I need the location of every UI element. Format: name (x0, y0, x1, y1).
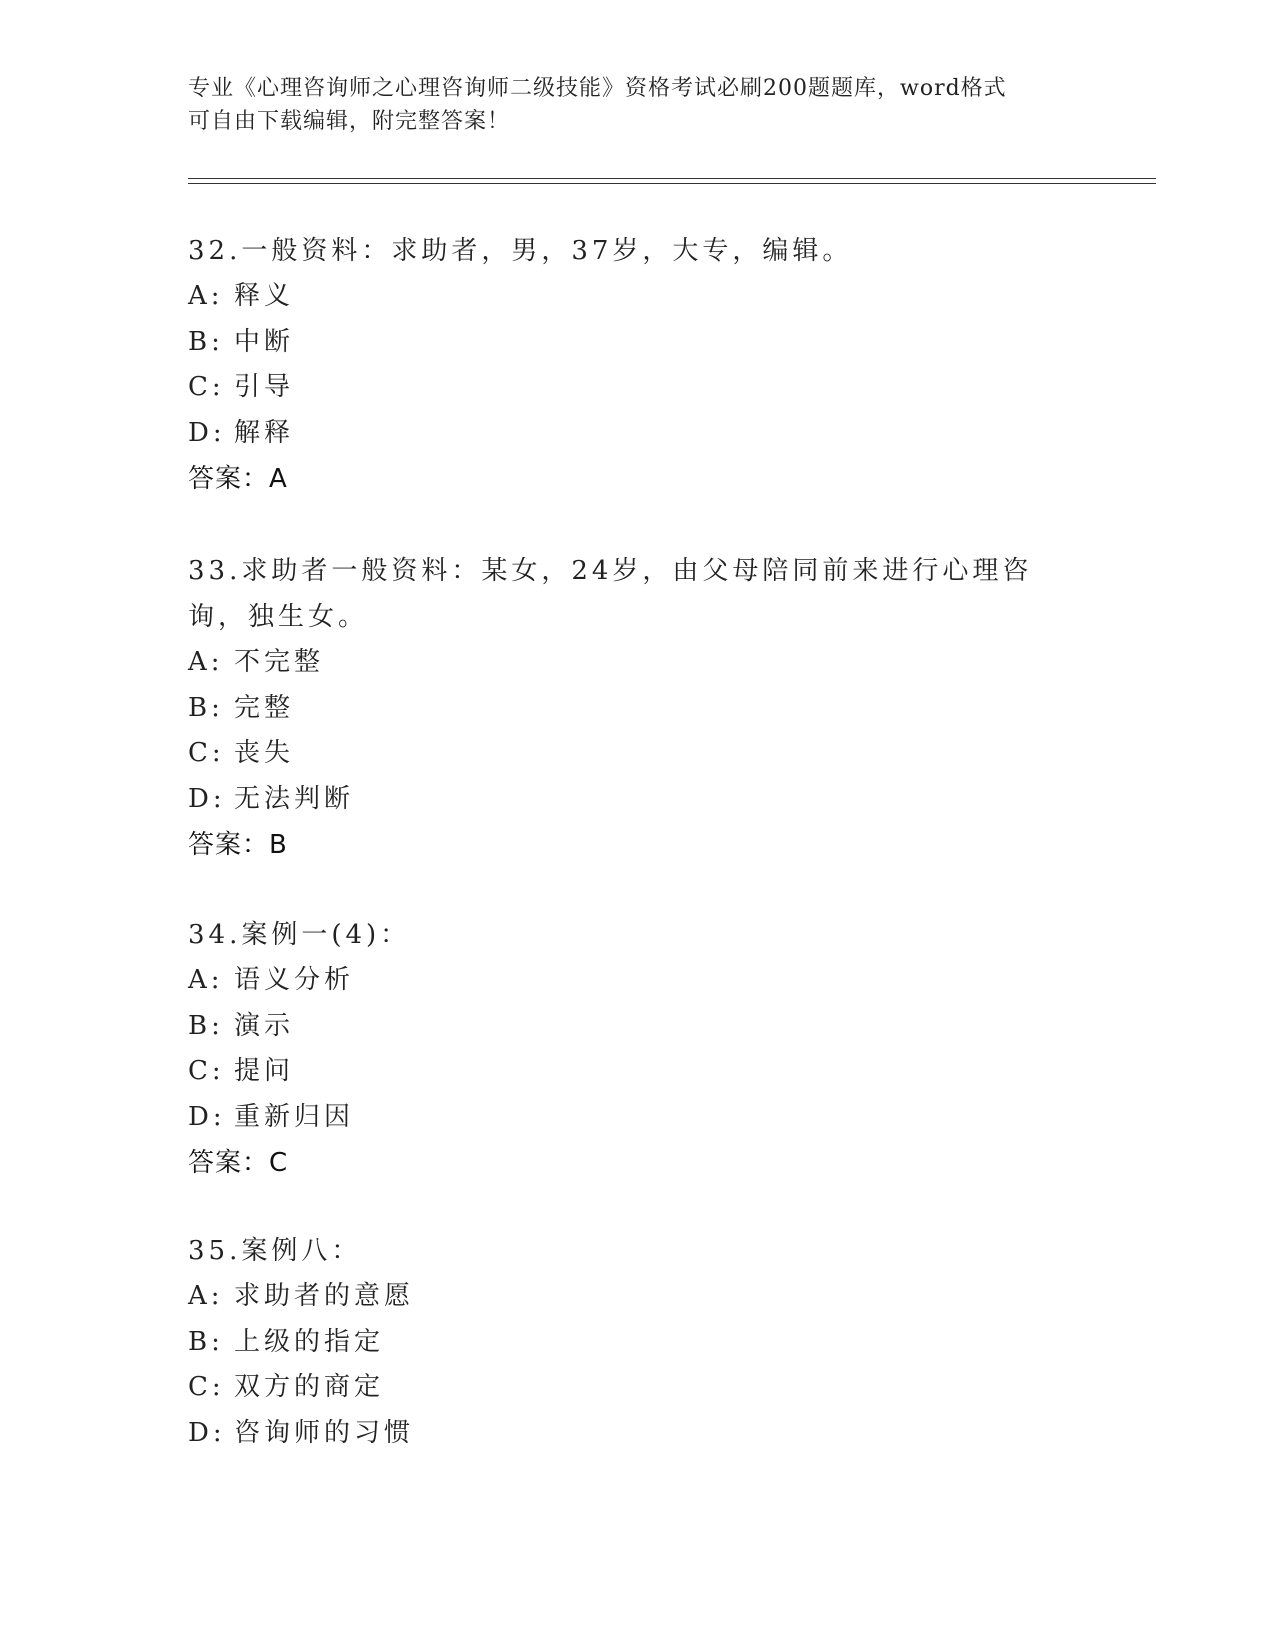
option-c (188, 731, 1088, 777)
option-text: 解释 (234, 417, 295, 448)
answer-line: 答案：A (188, 464, 288, 494)
option-letter: D: (188, 417, 226, 448)
option-letter: A: (188, 1281, 224, 1311)
option-text: 提问 (234, 1056, 295, 1086)
option-letter: D: (188, 783, 226, 814)
option-text: 咨询师的习惯 (234, 1417, 415, 1448)
option-text: 引导 (234, 372, 295, 402)
question-stem: 32.一般资料：求助者，男，37岁，大专，编辑。 (188, 236, 853, 266)
question-stem: 33.求助者一般资料：某女，24岁，由父母陪同前来进行心理咨询，独生女。 (188, 556, 1033, 632)
option-b (188, 1320, 1088, 1366)
question-stem: 35.案例八： (188, 1236, 362, 1266)
option-text: 演示 (234, 1010, 295, 1041)
option-letter: C: (188, 372, 225, 402)
option-c (188, 1365, 1088, 1411)
option-text: 求助者的意愿 (234, 1281, 415, 1311)
option-letter: B: (188, 1010, 224, 1041)
option-d (188, 1095, 1088, 1141)
option-text: 无法判断 (234, 783, 355, 814)
option-b (188, 1004, 1088, 1050)
option-letter: C: (188, 1372, 225, 1402)
document-header (188, 72, 1068, 138)
option-text: 重新归因 (234, 1101, 355, 1132)
option-letter: A: (188, 281, 224, 311)
option-c (188, 1049, 1088, 1095)
option-letter: C: (188, 738, 225, 768)
option-b (188, 686, 1088, 732)
option-d (188, 411, 1088, 457)
option-text: 完整 (234, 692, 295, 723)
question-item (188, 912, 1088, 1186)
question-item (188, 228, 1088, 502)
option-letter: D: (188, 1417, 226, 1448)
option-d (188, 1411, 1088, 1457)
option-letter: B: (188, 326, 224, 357)
option-text: 双方的商定 (234, 1372, 385, 1402)
option-text: 语义分析 (234, 965, 355, 995)
question-item (188, 1228, 1088, 1456)
option-letter: C: (188, 1056, 225, 1086)
option-c (188, 365, 1088, 411)
header-divider-top (188, 178, 1156, 179)
option-letter: A: (188, 647, 224, 677)
header-divider-bottom (188, 183, 1156, 184)
question-stem: 34.案例一(4)： (188, 920, 411, 950)
option-text: 中断 (234, 326, 295, 357)
option-d (188, 777, 1088, 823)
option-text: 释义 (234, 281, 295, 311)
option-a (188, 274, 1088, 320)
option-letter: D: (188, 1101, 226, 1132)
option-a (188, 640, 1088, 686)
question-item (188, 548, 1088, 868)
option-letter: A: (188, 965, 224, 995)
option-text: 丧失 (234, 738, 295, 768)
option-text: 不完整 (234, 647, 325, 677)
option-letter: B: (188, 692, 224, 723)
header-line-2: 可自由下载编辑，附完整答案！ (188, 109, 511, 134)
option-a (188, 958, 1088, 1004)
answer-line: 答案：B (188, 830, 288, 860)
header-line-1: 专业《心理咨询师之心理咨询师二级技能》资格考试必刷200题题库，word格式 (188, 76, 1007, 101)
option-a (188, 1274, 1088, 1320)
option-letter: B: (188, 1326, 224, 1357)
answer-line: 答案：C (188, 1148, 289, 1178)
option-b (188, 320, 1088, 366)
option-text: 上级的指定 (234, 1326, 385, 1357)
